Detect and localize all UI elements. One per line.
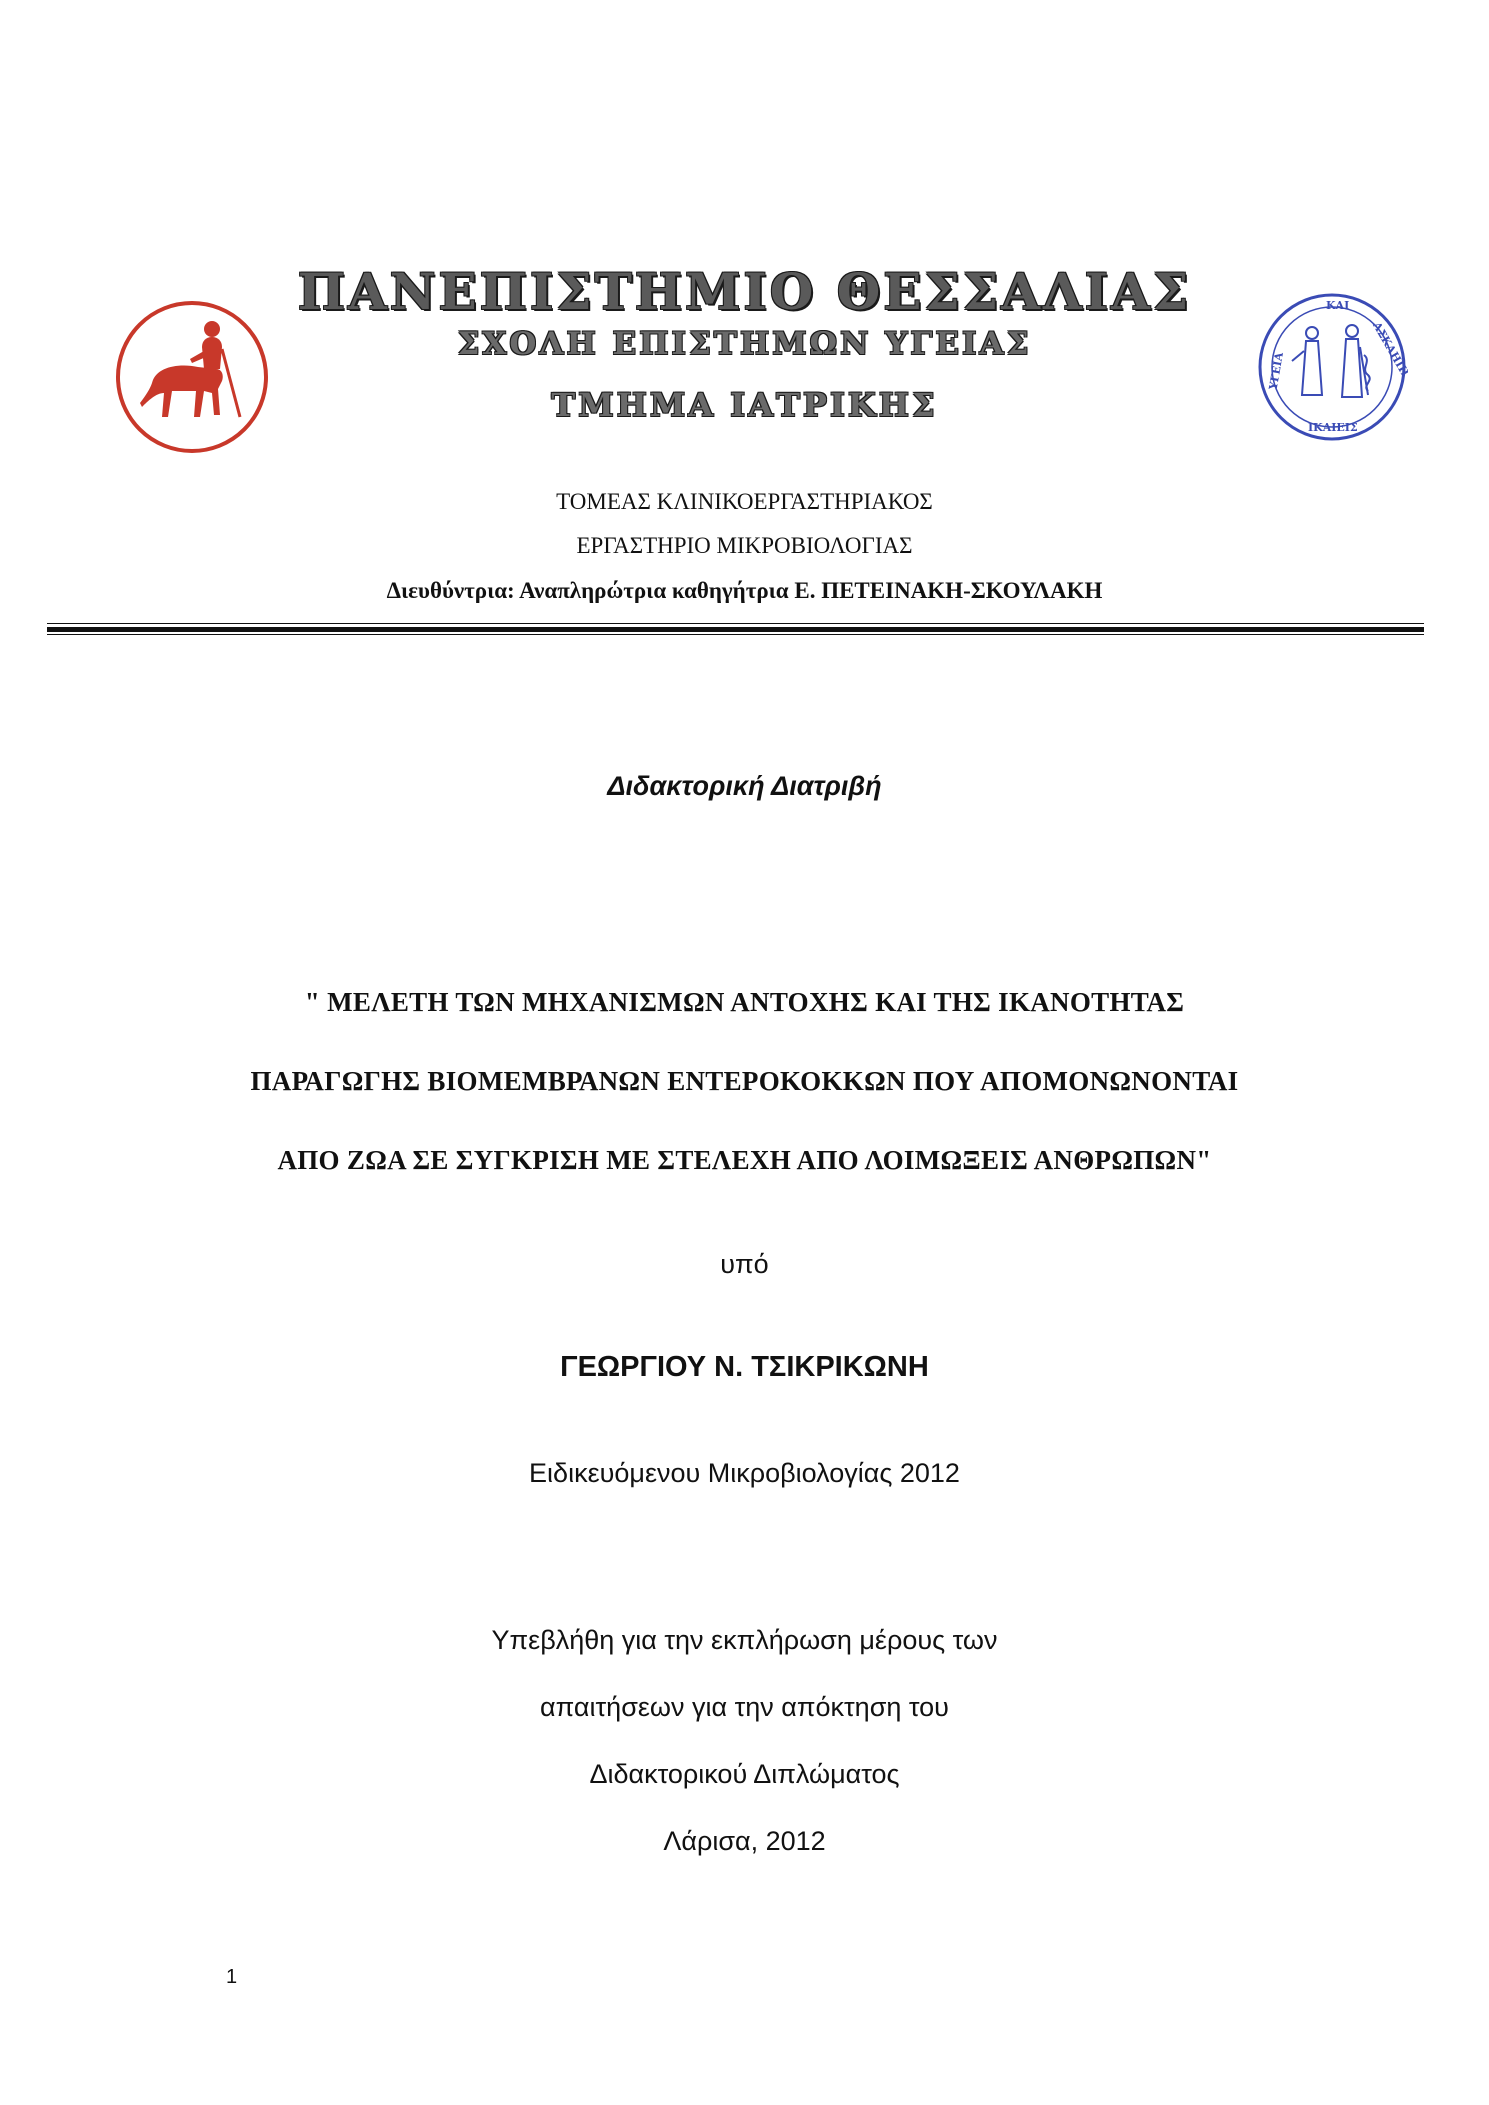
by-label: υπό: [720, 1249, 769, 1279]
header-divider-top: [47, 623, 1424, 624]
header-divider-bottom: [47, 634, 1424, 635]
submission-line-1: Υπεβλήθη για την εκπλήρωση μέρους των: [491, 1625, 998, 1655]
page-number: 1: [226, 1966, 238, 1988]
thesis-title-line-3: ΑΠΟ ΖΩΑ ΣΕ ΣΥΓΚΡΙΣΗ ΜΕ ΣΤΕΛΕΧΗ ΑΠΟ ΛΟΙΜΩΞΕΙΣ ΑΝΘΡΩΠΩΝ": [277, 1145, 1212, 1175]
thesis-title-line-2: ΠΑΡΑΓΩΓΗΣ ΒΙΟΜΕΜΒΡΑΝΩΝ ΕΝΤΕΡΟΚΟΚΚΩΝ ΠΟΥ ΑΠΟΜΟΝΩΝΟΝΤΑΙ: [250, 1066, 1239, 1096]
submission-line-3: Διδακτορικού Διπλώματος: [589, 1759, 900, 1789]
author-name: ΓΕΩΡΓΙΟΥ Ν. ΤΣΙΚΡΙΚΩΝΗ: [560, 1351, 929, 1383]
submission-line-2: απαιτήσεων για την απόκτηση του: [540, 1692, 949, 1722]
document-type: Διδακτορική Διατριβή: [607, 771, 882, 801]
place-date: Λάρισα, 2012: [663, 1826, 826, 1856]
seal-text-bottom: ΙΚΑΙΕΙΣ: [1308, 421, 1358, 434]
seal-text-left: ΥΓΕΙΑ: [1266, 351, 1286, 391]
thesis-title-line-1: " ΜΕΛΕΤΗ ΤΩΝ ΜΗΧΑΝΙΣΜΩΝ ΑΝΤΟΧΗΣ ΚΑΙ ΤΗΣ ΙΚΑΝΟΤΗΤΑΣ: [304, 987, 1185, 1017]
laboratory-name: ΕΡΓΑΣΤΗΡΙΟ ΜΙΚΡΟΒΙΟΛΟΓΙΑΣ: [576, 533, 913, 558]
medical-school-seal: [1256, 291, 1408, 443]
director-line: Διευθύντρια: Αναπληρώτρια καθηγήτρια Ε. ΠΕΤΕΙΝΑΚΗ-ΣΚΟΥΛΑΚΗ: [386, 578, 1103, 603]
school-name: ΣΧΟΛΗ ΕΠΙΣΤΗΜΩΝ ΥΓΕΙΑΣ: [457, 326, 1032, 362]
author-role: Ειδικευόμενου Μικροβιολογίας 2012: [529, 1458, 960, 1488]
university-name: ΠΑΝΕΠΙΣΤΗΜΙΟ ΘΕΣΣΑΛΙΑΣ: [297, 262, 1192, 321]
department-name: ΤΜΗΜΑ ΙΑΤΡΙΚΗΣ: [551, 386, 938, 424]
sector-name: ΤΟΜΕΑΣ ΚΛΙΝΙΚΟΕΡΓΑΣΤΗΡΙΑΚΟΣ: [556, 489, 933, 514]
university-logo: [112, 297, 272, 457]
asclepius-seal-icon: [1256, 291, 1408, 443]
header-divider: [47, 627, 1424, 632]
seal-text-top: ΚΑΙ: [1326, 299, 1350, 312]
centaur-logo-icon: [112, 297, 272, 457]
seal-text-right: ΑΣΚΛΗΠΙ: [1370, 319, 1408, 379]
